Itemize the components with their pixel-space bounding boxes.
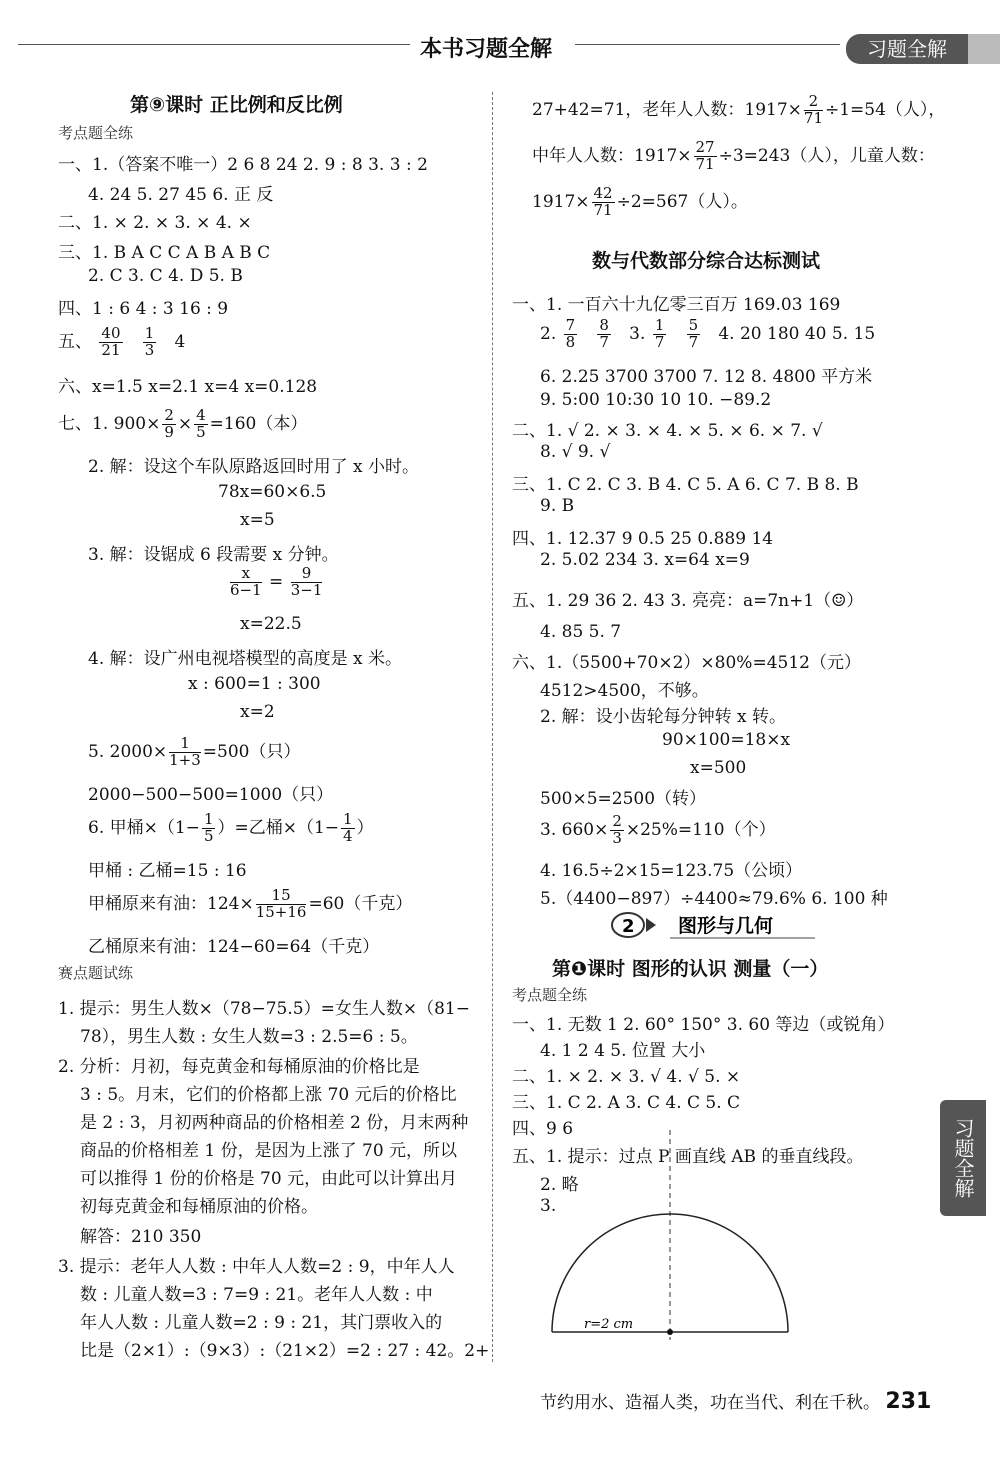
center-point xyxy=(667,1329,673,1335)
fraction: $\frac{27}{71}$ xyxy=(695,138,715,173)
fraction: $\frac{1}{5}$ xyxy=(203,810,214,845)
left-column-line: 78x=60×6.5 xyxy=(218,482,327,502)
left-column-line: 赛点题试练 xyxy=(58,964,134,982)
left-column-line: x=2 xyxy=(240,702,275,722)
left-column-line: x=5 xyxy=(240,510,275,530)
left-column-line: 3 : 5。月末，它们的价格都上涨 70 元后的价格比 xyxy=(80,1085,457,1105)
left-column-line: x : 600=1 : 300 xyxy=(188,674,321,694)
answer-line-q3-eq: $\frac{x}{6-1}$ = $\frac{9}{3-1}$ xyxy=(230,564,323,599)
fraction: $\frac{7}{8}$ xyxy=(565,316,576,351)
left-column-line: 一、1.（答案不唯一）2 6 8 24 2. 9 : 8 3. 3 : 2 xyxy=(58,155,428,175)
fraction: $\frac{1}{1+3}$ xyxy=(169,734,201,769)
arrow-icon xyxy=(646,918,656,932)
right-column-line: 4512>4500，不够。 xyxy=(540,681,709,701)
footer-motto: 节约用水、造福人类，功在当代、利在千秋。 xyxy=(540,1393,880,1413)
left-column-line: 可以推得 1 份的价格是 70 元，由此可以计算出月 xyxy=(80,1169,458,1189)
left-column-line: 二、1. × 2. × 3. × 4. × xyxy=(58,213,252,233)
header-rule-right xyxy=(575,44,840,45)
answer-line-q5: 5. 2000× $\frac{1}{1+3}$ =500（只） xyxy=(88,734,301,769)
right-column-line: 2. 5.02 234 3. x=64 x=9 xyxy=(540,550,750,570)
fraction: $\frac{1}{3}$ xyxy=(144,324,155,359)
fraction: $\frac{15}{15+16}$ xyxy=(255,886,307,921)
header-rule-left xyxy=(18,44,410,45)
right-column-line: 4. 16.5÷2×15=123.75（公顷） xyxy=(540,861,803,881)
left-column-line: 比是（2×1）:（9×3）:（21×2）=2 : 27 : 42。2+ xyxy=(80,1341,490,1361)
left-column-line: 三、1. B A C C A B A B C xyxy=(58,243,271,263)
footer xyxy=(540,1388,931,1414)
left-column-line: 年人人数 : 儿童人数=2 : 9 : 21，其门票收入的 xyxy=(80,1313,443,1333)
left-column-line: 1. 提示：男生人数×（78−75.5）=女生人数×（81− xyxy=(58,999,470,1019)
left-column-line: 3. 解：设锯成 6 段需要 x 分钟。 xyxy=(88,545,339,565)
right-column-line: 四、1. 12.37 9 0.5 25 0.889 14 xyxy=(512,529,774,549)
right-column-line: 一、1. 一百六十九亿零三百万 169.03 169 xyxy=(512,295,841,315)
answer-line-r4: 2. $\frac{7}{8}$ $\frac{8}{7}$ 3. $\frac{1}{7}$ $\frac{5}{7}$ 4. 20 180 40 5. 15 xyxy=(540,316,876,351)
left-column-line: 六、x=1.5 x=2.1 x=4 x=0.128 xyxy=(58,377,318,397)
left-column-line: 四、1 : 6 4 : 3 16 : 9 xyxy=(58,299,229,319)
right-column-line: 二、1. × 2. × 3. √ 4. √ 5. × xyxy=(512,1067,741,1087)
left-column-line: 甲桶 : 乙桶=15 : 16 xyxy=(88,861,247,881)
right-column-line: x=500 xyxy=(690,758,747,778)
header-tab: 习题全解 xyxy=(846,34,968,64)
fraction: $\frac{2}{3}$ xyxy=(612,812,622,847)
right-column-line: 五、1. 提示：过点 P 画直线 AB 的垂直线段。 xyxy=(512,1147,864,1167)
right-column-line: 5.（4400−897）÷4400≈79.6% 6. 100 种 xyxy=(540,889,888,909)
left-column-line: 考点题全练 xyxy=(58,124,134,142)
left-column-line: 2. 分析：月初，每克黄金和每桶原油的价格比是 xyxy=(58,1057,420,1077)
left-column-line: 初每克黄金和每桶原油的价格。 xyxy=(80,1197,318,1217)
left-column-line: 4. 解：设广州电视塔模型的高度是 x 米。 xyxy=(88,649,403,669)
answer-line-r2: 中年人人数：1917× $\frac{27}{71}$ ÷3=243（人），儿童人数： xyxy=(532,138,935,173)
right-column-line: 数与代数部分综合达标测试 xyxy=(592,250,821,272)
left-column-line: 乙桶原来有油：124−60=64（千克） xyxy=(88,937,380,957)
column-divider xyxy=(492,92,493,1362)
answer-line-wu: 五、 $\frac{40}{21}$ $\frac{1}{3}$ 4 xyxy=(58,324,186,359)
left-column-line: 商品的价格相差 1 份，是因为上涨了 70 元，所以 xyxy=(80,1141,458,1161)
right-column-line: 三、1. C 2. A 3. C 4. C 5. C xyxy=(512,1093,741,1113)
right-column-line: 9. B xyxy=(540,496,575,516)
fraction: $\frac{x}{6-1}$ xyxy=(230,564,262,599)
right-column-line: 一、1. 无数 1 2. 60° 150° 3. 60 等边（或锐角） xyxy=(512,1015,895,1035)
right-column-line: 9. 5:00 10:30 10 10. −89.2 xyxy=(540,390,772,410)
right-column-line: 4. 1 2 4 5. 位置 大小 xyxy=(540,1041,706,1061)
answer-line-r3: 1917× $\frac{42}{71}$ ÷2=567（人）。 xyxy=(532,184,748,219)
answer-line-q6: 6. 甲桶×（1− $\frac{1}{5}$ ）=乙桶×（1− $\frac{1}{4}$ ） xyxy=(88,810,374,845)
chapter-number: 2 xyxy=(622,916,635,937)
semicircle-figure xyxy=(540,1120,820,1360)
header-title: 本书习题全解 xyxy=(420,37,553,62)
fraction: $\frac{2}{71}$ xyxy=(803,92,823,127)
right-column-line: 五、1. 29 36 2. 43 3. 亮亮：a=7n+1（☺） xyxy=(512,591,864,611)
fraction: $\frac{5}{7}$ xyxy=(688,316,699,351)
header-edge xyxy=(968,34,1000,64)
chapter-title: 图形与几何 xyxy=(678,915,774,937)
answer-line-r1: 27+42=71，老年人人数：1917× $\frac{2}{71}$ ÷1=54（人）， xyxy=(532,92,946,127)
right-column-line: 2. 略 xyxy=(540,1175,579,1195)
fraction: $\frac{1}{4}$ xyxy=(343,810,353,845)
side-tab: 习题全解 xyxy=(940,1100,986,1216)
right-column-line: 6. 2.25 3700 3700 7. 12 8. 4800 平方米 xyxy=(540,367,873,387)
fraction: $\frac{4}{5}$ xyxy=(196,406,206,441)
right-column-line: 3. xyxy=(540,1196,557,1216)
right-column-line: 500×5=2500（转） xyxy=(540,789,707,809)
answer-line-q6b: 甲桶原来有油：124× $\frac{15}{15+16}$ =60（千克） xyxy=(88,886,413,921)
fraction: $\frac{8}{7}$ xyxy=(599,316,609,351)
fraction: $\frac{42}{71}$ xyxy=(593,184,613,219)
left-column-line: 2. 解：设这个车队原路返回时用了 x 小时。 xyxy=(88,457,420,477)
answer-line-r5: 3. 660× $\frac{2}{3}$ ×25%=110（个） xyxy=(540,812,776,847)
right-column-line: 第❶课时 图形的认识 测量（一） xyxy=(552,958,829,980)
left-column-line: 78），男生人数 : 女生人数=3 : 2.5=6 : 5。 xyxy=(80,1027,418,1047)
chapter-banner xyxy=(610,910,820,940)
page-number: 231 xyxy=(885,1389,932,1414)
left-column-line: 4. 24 5. 27 45 6. 正 反 xyxy=(88,185,274,205)
right-column-line: 8. √ 9. √ xyxy=(540,442,611,462)
left-column-line: 数 : 儿童人数=3 : 7=9 : 21。老年人人数 : 中 xyxy=(80,1285,433,1305)
answer-line-qi1: 七、1. 900× $\frac{2}{9}$ × $\frac{4}{5}$ =160（本） xyxy=(58,406,308,441)
right-column-line: 二、1. √ 2. × 3. × 4. × 5. × 6. × 7. √ xyxy=(512,421,823,441)
left-column-line: 是 2 : 3，月初两种商品的价格相差 2 份，月末两种 xyxy=(80,1113,469,1133)
left-column-line: 解答：210 350 xyxy=(80,1227,202,1247)
right-column-line: 四、9 6 xyxy=(512,1119,574,1139)
right-column-line: 考点题全练 xyxy=(512,986,588,1004)
left-column-line: x=22.5 xyxy=(240,614,302,634)
fraction: $\frac{2}{9}$ xyxy=(164,406,174,441)
right-column-line: 2. 解：设小齿轮每分钟转 x 转。 xyxy=(540,707,787,727)
fraction: $\frac{1}{7}$ xyxy=(654,316,665,351)
left-column-line: 3. 提示：老年人人数 : 中年人人数=2 : 9，中年人人 xyxy=(58,1257,455,1277)
left-column-line: 2000−500−500=1000（只） xyxy=(88,785,334,805)
right-column-line: 三、1. C 2. C 3. B 4. C 5. A 6. C 7. B 8. B xyxy=(512,475,859,495)
fraction: $\frac{40}{21}$ xyxy=(101,324,121,359)
right-column-line: 4. 85 5. 7 xyxy=(540,622,622,642)
fraction: $\frac{9}{3-1}$ xyxy=(290,564,323,599)
right-column-line: 90×100=18×x xyxy=(662,730,791,750)
radius-label: r=2 cm xyxy=(584,1317,634,1332)
right-column-line: 六、1.（5500+70×2）×80%=4512（元） xyxy=(512,653,861,673)
left-column-line: 2. C 3. C 4. D 5. B xyxy=(88,266,243,286)
left-column-line: 第⑨课时 正比例和反比例 xyxy=(130,94,343,116)
